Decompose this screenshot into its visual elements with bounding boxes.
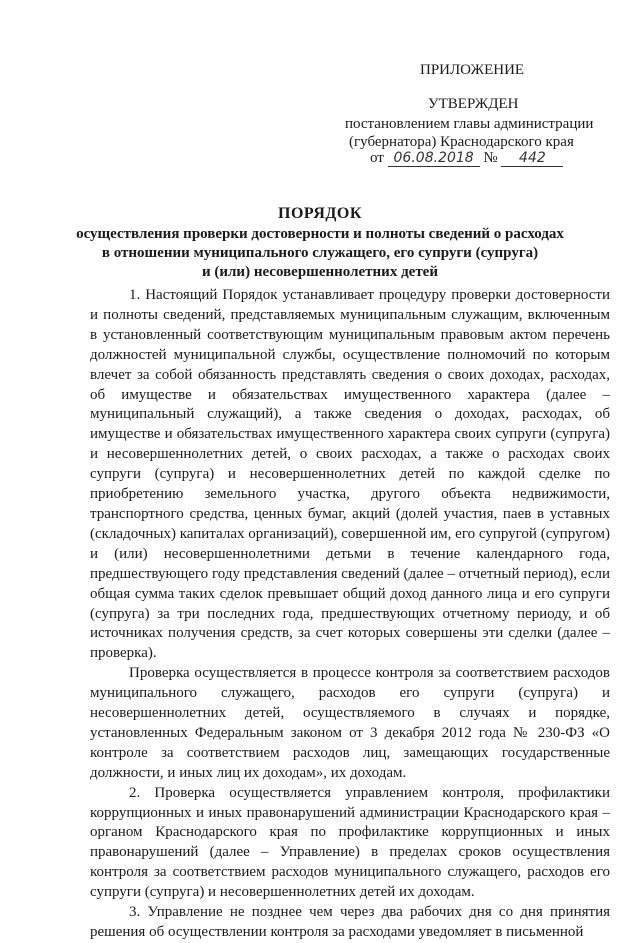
paragraph-1: 1. Настоящий Порядок устанавливает процедуру проверки достоверности и полноты сведений, представляемых муниципальным служащим, включенным в установленный соответствующим муниципальным правовым актом перечень должностей муниципальной службы, осуществление полномочий по которым влечет за собой обязанность представлять сведения о своих доходах, расходах, об имуществе и обязательствах имущественного характера (далее – муниципальный служащий), а также сведения о доходах, расходах, об имуществе и обязательствах имущественного характера своих супруги (супруга) и несовершеннолетних детей, о своих расходах, а также о расходах своих супруги (супруга) и несовершеннолетних детей по каждой сделке по приобретению земельного участка, другого объекта недвижимости, транспортного средства, ценных бумаг, акций (долей участия, паев в уставных (складочных) капиталах организаций), совершенной им, его супругой (супругом) и (или) несовершеннолетними детьми в течение календарного года, предшествующего году представления сведений (далее – отчетный период), если общая сумма таких сделок превышает общий доход данного лица и его супруги (супруга) за три последних года, предшествующих отчетному периоду, и об источниках получения средств, за счет которых совершены эти сделки (далее – проверка). — [90, 287, 610, 662]
number-value: 442 — [501, 150, 563, 167]
paragraph-3: 3. Управление не позднее чем через два рабочих дня со дня принятия решения об осуществлении контроля за расходами уведомляет в письменной — [90, 904, 610, 940]
document-subtitle-line-2: в отношении муниципального служащего, его супруги (супруга) — [101, 245, 539, 261]
paragraph-2: 2. Проверка осуществляется управлением контроля, профилактики коррупционных и иных правонарушений администрации Краснодарского края – органом Краснодарского края по профилактике коррупционных и иных правонарушений (далее – Управление) в пределах сроков осуществления контроля за соответствием расходов муниципального служащего, расходов его супруги (супруга) и несовершеннолетних детей их доходам. — [90, 784, 610, 901]
document-title: ПОРЯДОК — [278, 205, 362, 222]
document-body — [90, 286, 610, 943]
date-prefix: от — [370, 150, 384, 166]
appendix-label: ПРИЛОЖЕНИЕ — [420, 62, 525, 78]
paragraph-1-continued: Проверка осуществляется в процессе контроля за соответствием расходов муниципального служащего, расходов его супруги (супруга) и несовершеннолетних детей, осуществляемого в случаях и порядке, установленных Федеральным законом от 3 декабря 2012 года № 230-ФЗ «О контроле за соответствием расходов лиц, замещающих государственные должности, и иных лиц их доходам», их доходам. — [90, 665, 610, 781]
approval-line-1: постановлением главы администрации — [345, 116, 594, 132]
document-subtitle-line-1: осуществления проверки достоверности и полноты сведений о расходах — [76, 226, 564, 242]
approved-label: УТВЕРЖДЕН — [428, 96, 519, 112]
document-subtitle-line-3: и (или) несовершеннолетних детей — [201, 264, 438, 280]
date-value: 06.08.2018 — [388, 150, 480, 167]
approval-line-2: (губернатора) Краснодарского края — [349, 134, 574, 150]
number-sign: № — [483, 150, 498, 166]
approval-date-line — [370, 150, 563, 167]
